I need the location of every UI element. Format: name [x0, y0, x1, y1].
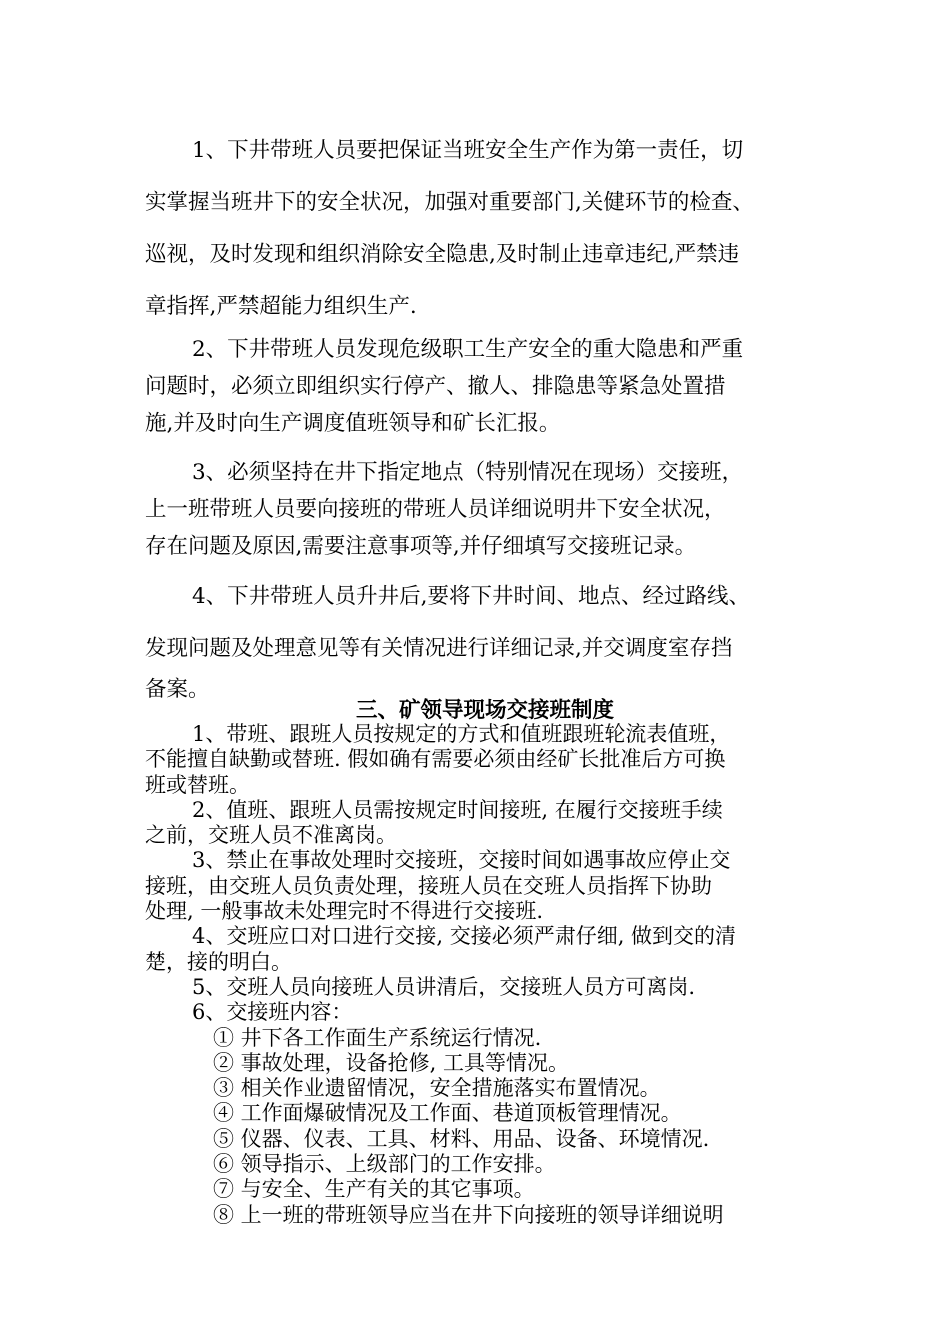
text-line: 不能擅自缺勤或替班. 假如确有需要必须由经矿长批准后方可换	[145, 747, 726, 772]
paragraph-2	[145, 331, 825, 442]
text-line: 施,并及时向生产调度值班领导和矿长汇报。	[145, 411, 561, 436]
text-line: 上一班带班人员要向接班的带班人员详细说明井下安全状况，	[145, 497, 726, 522]
text-line: 之前，交班人员不准离岗。	[145, 823, 397, 848]
text-line: 1、下井带班人员要把保证当班安全生产作为第一责任，切	[192, 138, 744, 163]
text-line: 章指挥,严禁超能力组织生产.	[145, 294, 417, 319]
text-line: 问题时，必须立即组织实行停产、撤人、排隐患等紧急处置措	[145, 374, 726, 399]
text-line: 5、交班人员向接班人员讲清后，交接班人员方可离岗.	[192, 974, 696, 999]
text-line: 实掌握当班井下的安全状况，加强对重要部门,关健环节的检查、	[145, 190, 754, 215]
paragraph-4	[145, 571, 825, 705]
list-item: ⑦ 与安全、生产有关的其它事项。	[213, 1177, 535, 1202]
text-line: 3、禁止在事故处理时交接班，交接时间如遇事故应停止交	[192, 848, 731, 873]
list-item: ⑥ 领导指示、上级部门的工作安排。	[213, 1152, 556, 1177]
text-line: 处理, 一般事故未处理完时不得进行交接班.	[145, 899, 544, 924]
text-line: 4、下井带班人员升井后,要将下井时间、地点、经过路线、	[192, 584, 751, 609]
text-line: 备案。	[145, 677, 210, 702]
text-line: 6、交接班内容：	[192, 1000, 353, 1025]
text-line: 3、必须坚持在井下指定地点（特别情况在现场）交接班，	[192, 460, 744, 485]
list-item: ⑧ 上一班的带班领导应当在井下向接班的领导详细说明	[213, 1202, 724, 1227]
text-line: 1、带班、跟班人员按规定的方式和值班跟班轮流表值班，	[192, 722, 731, 746]
text-line: 4、交班应口对口进行交接, 交接必须严肃仔细, 做到交的清	[192, 924, 737, 949]
text-line: 发现问题及处理意见等有关情况进行详细记录,并交调度室存挡	[145, 636, 733, 661]
text-line: 班或替班。	[145, 772, 250, 797]
list-item: ② 事故处理，设备抢修, 工具等情况。	[213, 1050, 570, 1075]
list-item: ⑤ 仪器、仪表、工具、材料、用品、设备、环境情况.	[213, 1126, 710, 1151]
text-line: 楚，接的明白。	[145, 949, 292, 974]
text-line: 巡视，及时发现和组织消除安全隐患,及时制止违章违纪,严禁违	[145, 242, 740, 267]
paragraph-3	[145, 454, 825, 565]
section-heading: 三、矿领导现场交接班制度	[355, 698, 614, 723]
list-item: ① 井下各工作面生产系统运行情况.	[213, 1025, 542, 1050]
section-3-body	[145, 722, 825, 1228]
text-line: 2、值班、跟班人员需按规定时间接班, 在履行交接班手续	[192, 797, 723, 822]
text-line: 存在问题及原因,需要注意事项等,并仔细填写交接班记录。	[145, 534, 697, 559]
text-line: 接班，由交班人员负责处理，接班人员在交班人员指挥下协助	[145, 873, 712, 898]
list-item: ③ 相关作业遗留情况，安全措施落实布置情况。	[213, 1076, 661, 1101]
text-line: 2、下井带班人员发现危级职工生产安全的重大隐患和严重	[192, 337, 744, 362]
paragraph-1	[145, 125, 825, 333]
list-item: ④ 工作面爆破情况及工作面、巷道顶板管理情况。	[213, 1101, 682, 1126]
